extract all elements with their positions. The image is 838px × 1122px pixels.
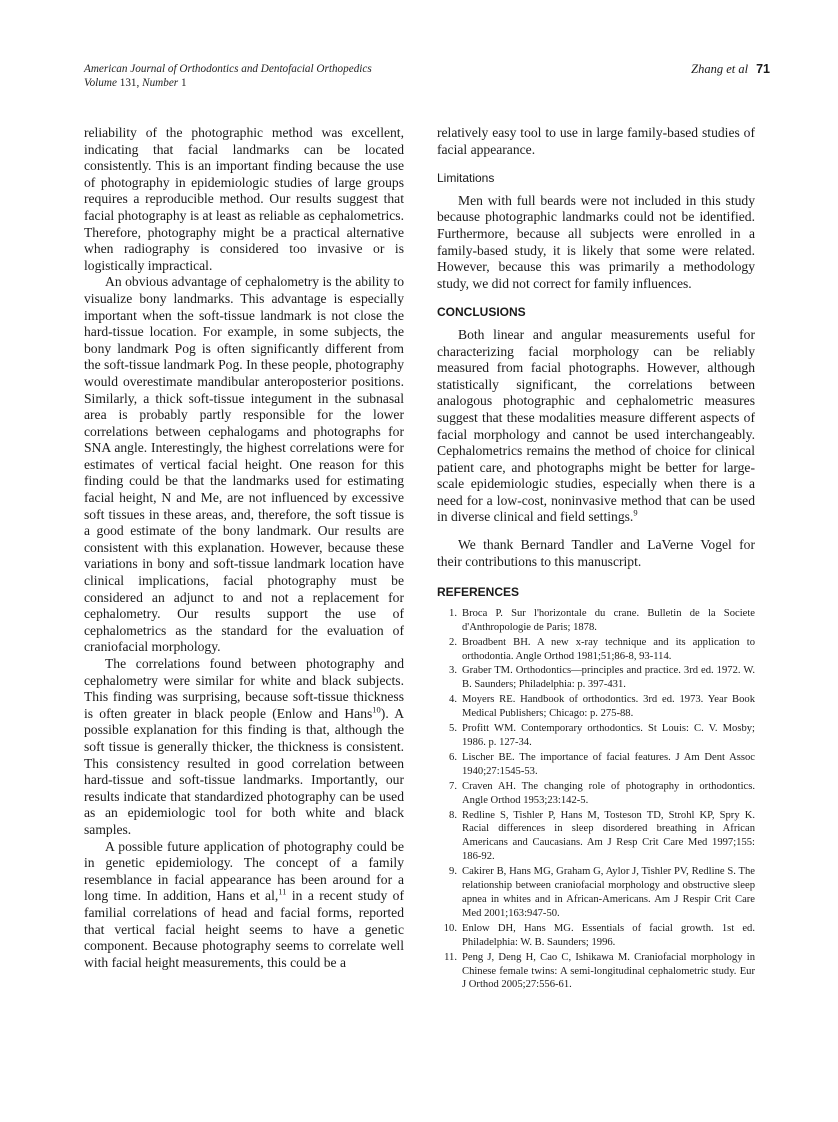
- page-header: [84, 62, 770, 94]
- reference-item: 2. Broadbent BH. A new x-ray technique and its application to orthodontia. Angle Orthod 1981;51;86-8, 93-114.: [449, 636, 755, 662]
- reference-item: 10. Enlow DH, Hans MG. Essentials of facial growth. 1st ed. Philadelphia: W. B. Saunders; 1996.: [443, 922, 755, 948]
- paragraph: Both linear and angular measurements useful for characterizing facial morphology can be reliably measured from facial photographs. However, although statistically significant, the correlations between analogous photographic and cephalometric measures suggest that these modalities measure different aspects of facial morphology and cannot be used interchangeably. Cephalometrics remains the method of choice for clinical patient care, and photographs might be better for large-scale epidemiologic studies, especially when there is a need for a low-cost, noninvasive method that can be used in diverse clinical and field settings.$^9$: [437, 326, 755, 525]
- section-heading-conclusions: CONCLUSIONS: [437, 305, 526, 320]
- citation[interactable]: 10: [372, 704, 381, 715]
- journal-volume: Volume 131, Number 1: [84, 77, 187, 89]
- reference-item: 5. Profitt WM. Contemporary orthodontics. St Louis: C. V. Mosby; 1986. p. 127-34.: [449, 723, 755, 748]
- journal-title: American Journal of Orthodontics and Dentofacial Orthopedics: [84, 63, 372, 75]
- paragraph: A possible future application of photography could be in genetic epidemiology. The concept of a family resemblance in facial appearance has been around for a long time. In addition, Hans et al,$^{11}$ in a recent study of familial correlations of head and facial forms, reported that vertical facial height seems to have a genetic component. Because photography seems to correlate well with facial height measurements, this could be a: [84, 838, 404, 970]
- reference-item: 7. Craven AH. The changing role of photography in orthodontics. Angle Orthod 1953;23:142-5.: [449, 780, 755, 806]
- section-heading-references: REFERENCES: [437, 585, 520, 600]
- reference-item: 3. Graber TM. Orthodontics—principles and practice. 3rd ed. 1972. W. B. Saunders; Philadelphia: p. 397-431.: [449, 665, 755, 691]
- paragraph: Men with full beards were not included in this study because photographic landmarks could not be identified. Furthermore, because all subjects were enrolled in a family-based study, it is likely that some were related. However, because this was primarily a methodology study, we did not correct for family influences.: [437, 192, 755, 291]
- reference-item: 6. Lischer BE. The importance of facial features. J Am Dent Assoc 1940;27:1545-53.: [449, 751, 755, 777]
- section-heading-limitations: Limitations: [437, 171, 495, 186]
- reference-item: 11. Peng J, Deng H, Cao C, Ishikawa M. Craniofacial morphology in Chinese female twins: A semi-longitudinal cephalometric study. Eur J Orthod 2005;27:556-61.: [444, 951, 755, 991]
- paragraph: The correlations found between photography and cephalometry were similar for white and black subjects. This finding was surprising, because soft-tissue thickness is often greater in black people (Enlow and Hans$^{10}$). A possible explanation for this finding is that, although the soft tissue is generally thicker, the thickness is consistent. This consistency resulted in good correlation between hard-tissue and soft-tissue landmarks. Importantly, our results indicate that standardized photography can be used as an epidemiologic tool for both white and black samples.: [84, 656, 405, 837]
- running-author: Zhang et al: [691, 62, 749, 76]
- reference-list: [437, 607, 755, 992]
- citation[interactable]: 9: [633, 507, 638, 518]
- paragraph: relatively easy tool to use in large family-based studies of facial appearance.: [437, 125, 755, 157]
- journal-info: [84, 62, 770, 90]
- left-column: [84, 125, 404, 971]
- right-column: [437, 125, 755, 993]
- reference-item: 8. Redline S, Tishler P, Hans M, Tosteson TD, Strohl KP, Spry K. Racial differences in sleep disordered breathing in African Americans and Caucasians. Am J Resp Crit Care Med 1997;155: 186-92.: [449, 809, 755, 863]
- citation[interactable]: 11: [278, 886, 287, 897]
- paragraph: An obvious advantage of cephalometry is the ability to visualize bony landmarks. This advantage is especially important when the soft-tissue landmark is not close the hard-tissue location. For example, in some subjects, the bony landmark Pog is often significantly different from the soft-tissue landmark Pog. In these people, photography would overestimate mandibular anteroposterior positions. Similarly, a thick soft-tissue integument in the subnasal area is probably partly responsible for the lower correlations between cephalogams and photographs for SNA angle. Interestingly, the highest correlations were for estimates of vertical facial height. One reason for this finding could be that the landmarks used for estimating facial height, N and Me, are not influenced by excessive soft tissues in these areas, and, therefore, the soft tissue is a good estimate of the bony landmark. Our results are consistent with this explanation. However, because these variations in bony and soft-tissue landmark location have clinical implications, facial photography must be considered an adjunct to and not a replacement for cephalometry. Our results support the use of cephalometrics as the standard for the evaluation of craniofacial morphology.: [84, 274, 404, 655]
- reference-item: 1. Broca P. Sur l'horizontale du crane. Bulletin de la Societe d'Anthropologie de Paris; 1878.: [449, 607, 755, 633]
- reference-item: 4. Moyers RE. Handbook of orthodontics. 3rd ed. 1973. Year Book Medical Publishers; Chicago: p. 275-88.: [449, 694, 755, 720]
- paragraph: reliability of the photographic method was excellent, indicating that facial landmarks can be located consistently. This is an important finding because the use of photography in epidemiologic studies of large groups requires a reproducible method. Our results suggest that facial photography is at least as reliable as cephalometrics. Therefore, photography might be a practical alternative when radiography is considered too invasive or is logistically impractical.: [84, 125, 404, 273]
- reference-item: 9. Cakirer B, Hans MG, Graham G, Aylor J, Tishler PV, Redline S. The relationship between craniofacial morphology and obstructive sleep apnea in whites and in African-Americans. Am J Respir Crit Care Med 2001;163:947-50.: [449, 866, 755, 919]
- acknowledgment: We thank Bernard Tandler and LaVerne Vogel for their contributions to this manuscript.: [437, 537, 755, 569]
- page-number: 71: [756, 62, 770, 76]
- running-head: [691, 62, 770, 77]
